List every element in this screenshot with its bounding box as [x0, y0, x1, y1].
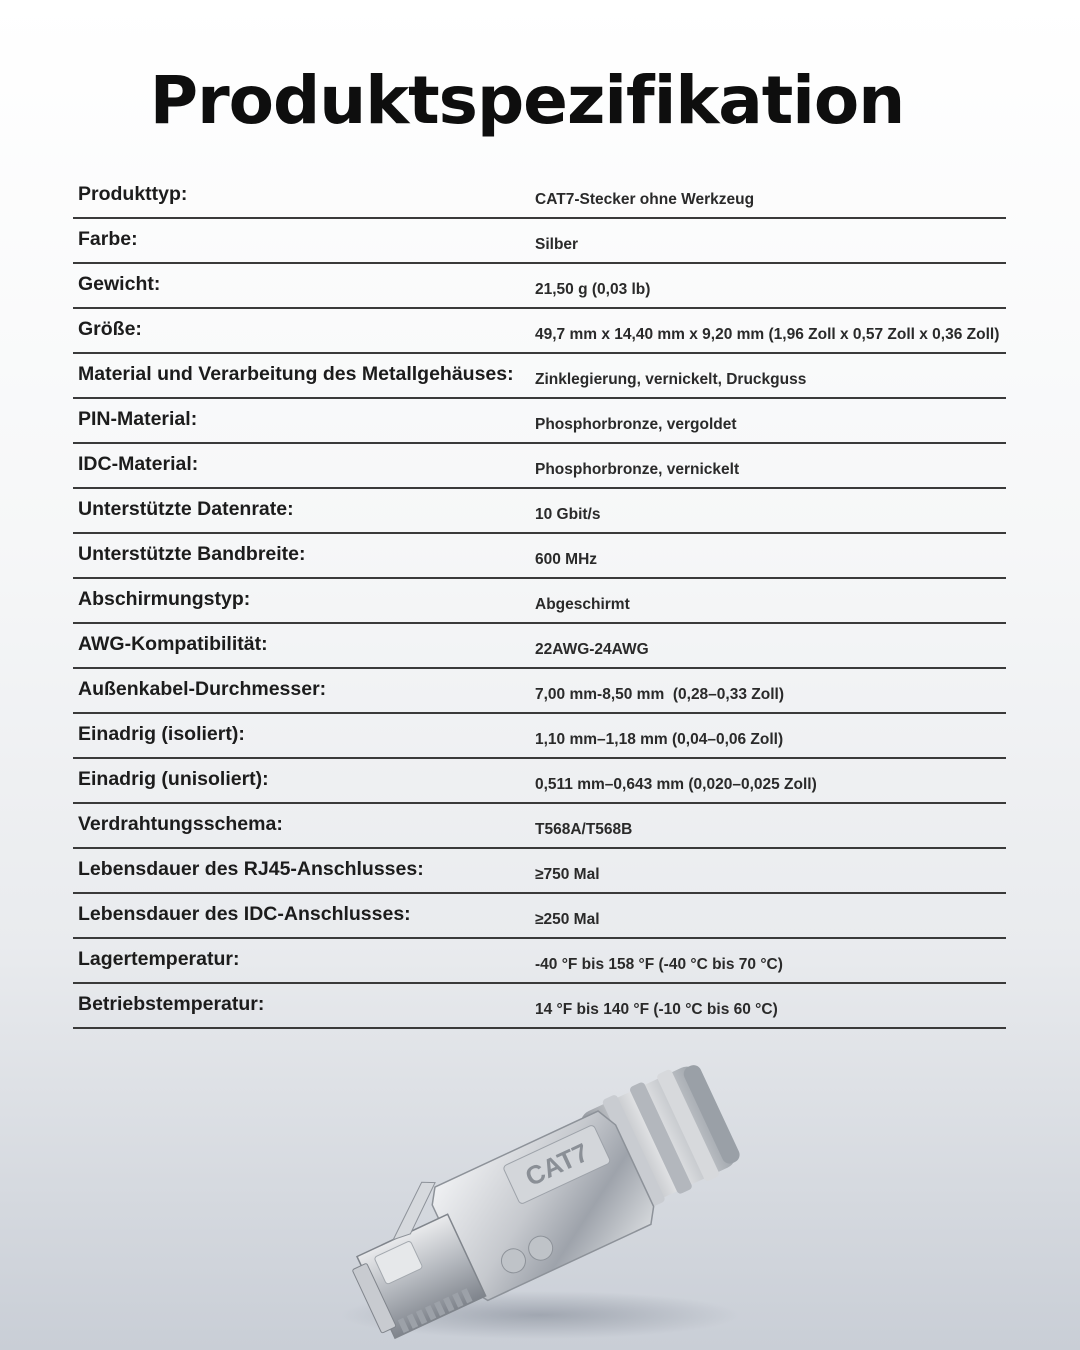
spec-row — [73, 489, 1006, 534]
spec-label: Einadrig (unisoliert): — [78, 768, 269, 790]
spec-value: Abgeschirmt — [535, 596, 630, 613]
spec-row — [73, 579, 1006, 624]
spec-label: Verdrahtungsschema: — [78, 813, 283, 835]
spec-value: T568A/T568B — [535, 821, 633, 838]
product-image — [330, 1045, 770, 1345]
spec-value: -40 °F bis 158 °F (-40 °C bis 70 °C) — [535, 956, 783, 973]
spec-row — [73, 849, 1006, 894]
spec-label: AWG-Kompatibilität: — [78, 633, 268, 655]
spec-value: Silber — [535, 236, 579, 253]
spec-row — [73, 939, 1006, 984]
spec-label: Einadrig (isoliert): — [78, 723, 245, 745]
spec-label: PIN-Material: — [78, 408, 198, 430]
spec-value: 22AWG-24AWG — [535, 641, 649, 658]
spec-value: 1,10 mm–1,18 mm (0,04–0,06 Zoll) — [535, 731, 784, 748]
spec-label: Lagertemperatur: — [78, 948, 240, 970]
spec-value: 21,50 g (0,03 lb) — [535, 281, 651, 298]
spec-label: Unterstützte Datenrate: — [78, 498, 294, 520]
spec-label: Größe: — [78, 318, 142, 340]
spec-row — [73, 174, 1006, 219]
spec-label: Gewicht: — [78, 273, 161, 295]
spec-value: CAT7-Stecker ohne Werkzeug — [535, 191, 755, 208]
spec-row — [73, 354, 1006, 399]
spec-value: 600 MHz — [535, 551, 598, 568]
spec-value: 10 Gbit/s — [535, 506, 601, 523]
spec-table — [73, 174, 1006, 1029]
spec-label: Produkttyp: — [78, 183, 188, 205]
spec-row — [73, 399, 1006, 444]
spec-row — [73, 759, 1006, 804]
spec-label: Abschirmungstyp: — [78, 588, 251, 610]
spec-value: Phosphorbronze, vergoldet — [535, 416, 737, 433]
spec-row — [73, 714, 1006, 759]
spec-label: Lebensdauer des RJ45-Anschlusses: — [78, 858, 424, 880]
spec-row — [73, 624, 1006, 669]
spec-label: Lebensdauer des IDC-Anschlusses: — [78, 903, 411, 925]
page-title: Produktspezifikation — [149, 62, 905, 139]
spec-label: Unterstützte Bandbreite: — [78, 543, 306, 565]
cat7-marking: CAT7 — [520, 1136, 594, 1193]
spec-value: Zinklegierung, vernickelt, Druckguss — [535, 371, 807, 388]
spec-row — [73, 669, 1006, 714]
spec-row — [73, 804, 1006, 849]
spec-label: Material und Verarbeitung des Metallgehäuses: — [78, 363, 514, 385]
spec-row — [73, 309, 1006, 354]
rj45-connector-icon — [330, 1045, 770, 1345]
spec-row — [73, 444, 1006, 489]
spec-value: ≥250 Mal — [535, 911, 600, 928]
spec-value: ≥750 Mal — [535, 866, 600, 883]
spec-value: 14 °F bis 140 °F (-10 °C bis 60 °C) — [535, 1001, 778, 1018]
spec-value: Phosphorbronze, vernickelt — [535, 461, 740, 478]
spec-label: IDC-Material: — [78, 453, 199, 475]
spec-row — [73, 894, 1006, 939]
spec-row — [73, 534, 1006, 579]
spec-row — [73, 984, 1006, 1029]
spec-row — [73, 219, 1006, 264]
spec-value: 0,511 mm–0,643 mm (0,020–0,025 Zoll) — [535, 776, 817, 793]
spec-label: Betriebstemperatur: — [78, 993, 265, 1015]
spec-value: 49,7 mm x 14,40 mm x 9,20 mm (1,96 Zoll x 0,57 Zoll x 0,36 Zoll) — [535, 326, 1000, 343]
spec-label: Farbe: — [78, 228, 138, 250]
spec-row — [73, 264, 1006, 309]
spec-value: 7,00 mm-8,50 mm (0,28–0,33 Zoll) — [535, 686, 784, 703]
spec-label: Außenkabel-Durchmesser: — [78, 678, 327, 700]
